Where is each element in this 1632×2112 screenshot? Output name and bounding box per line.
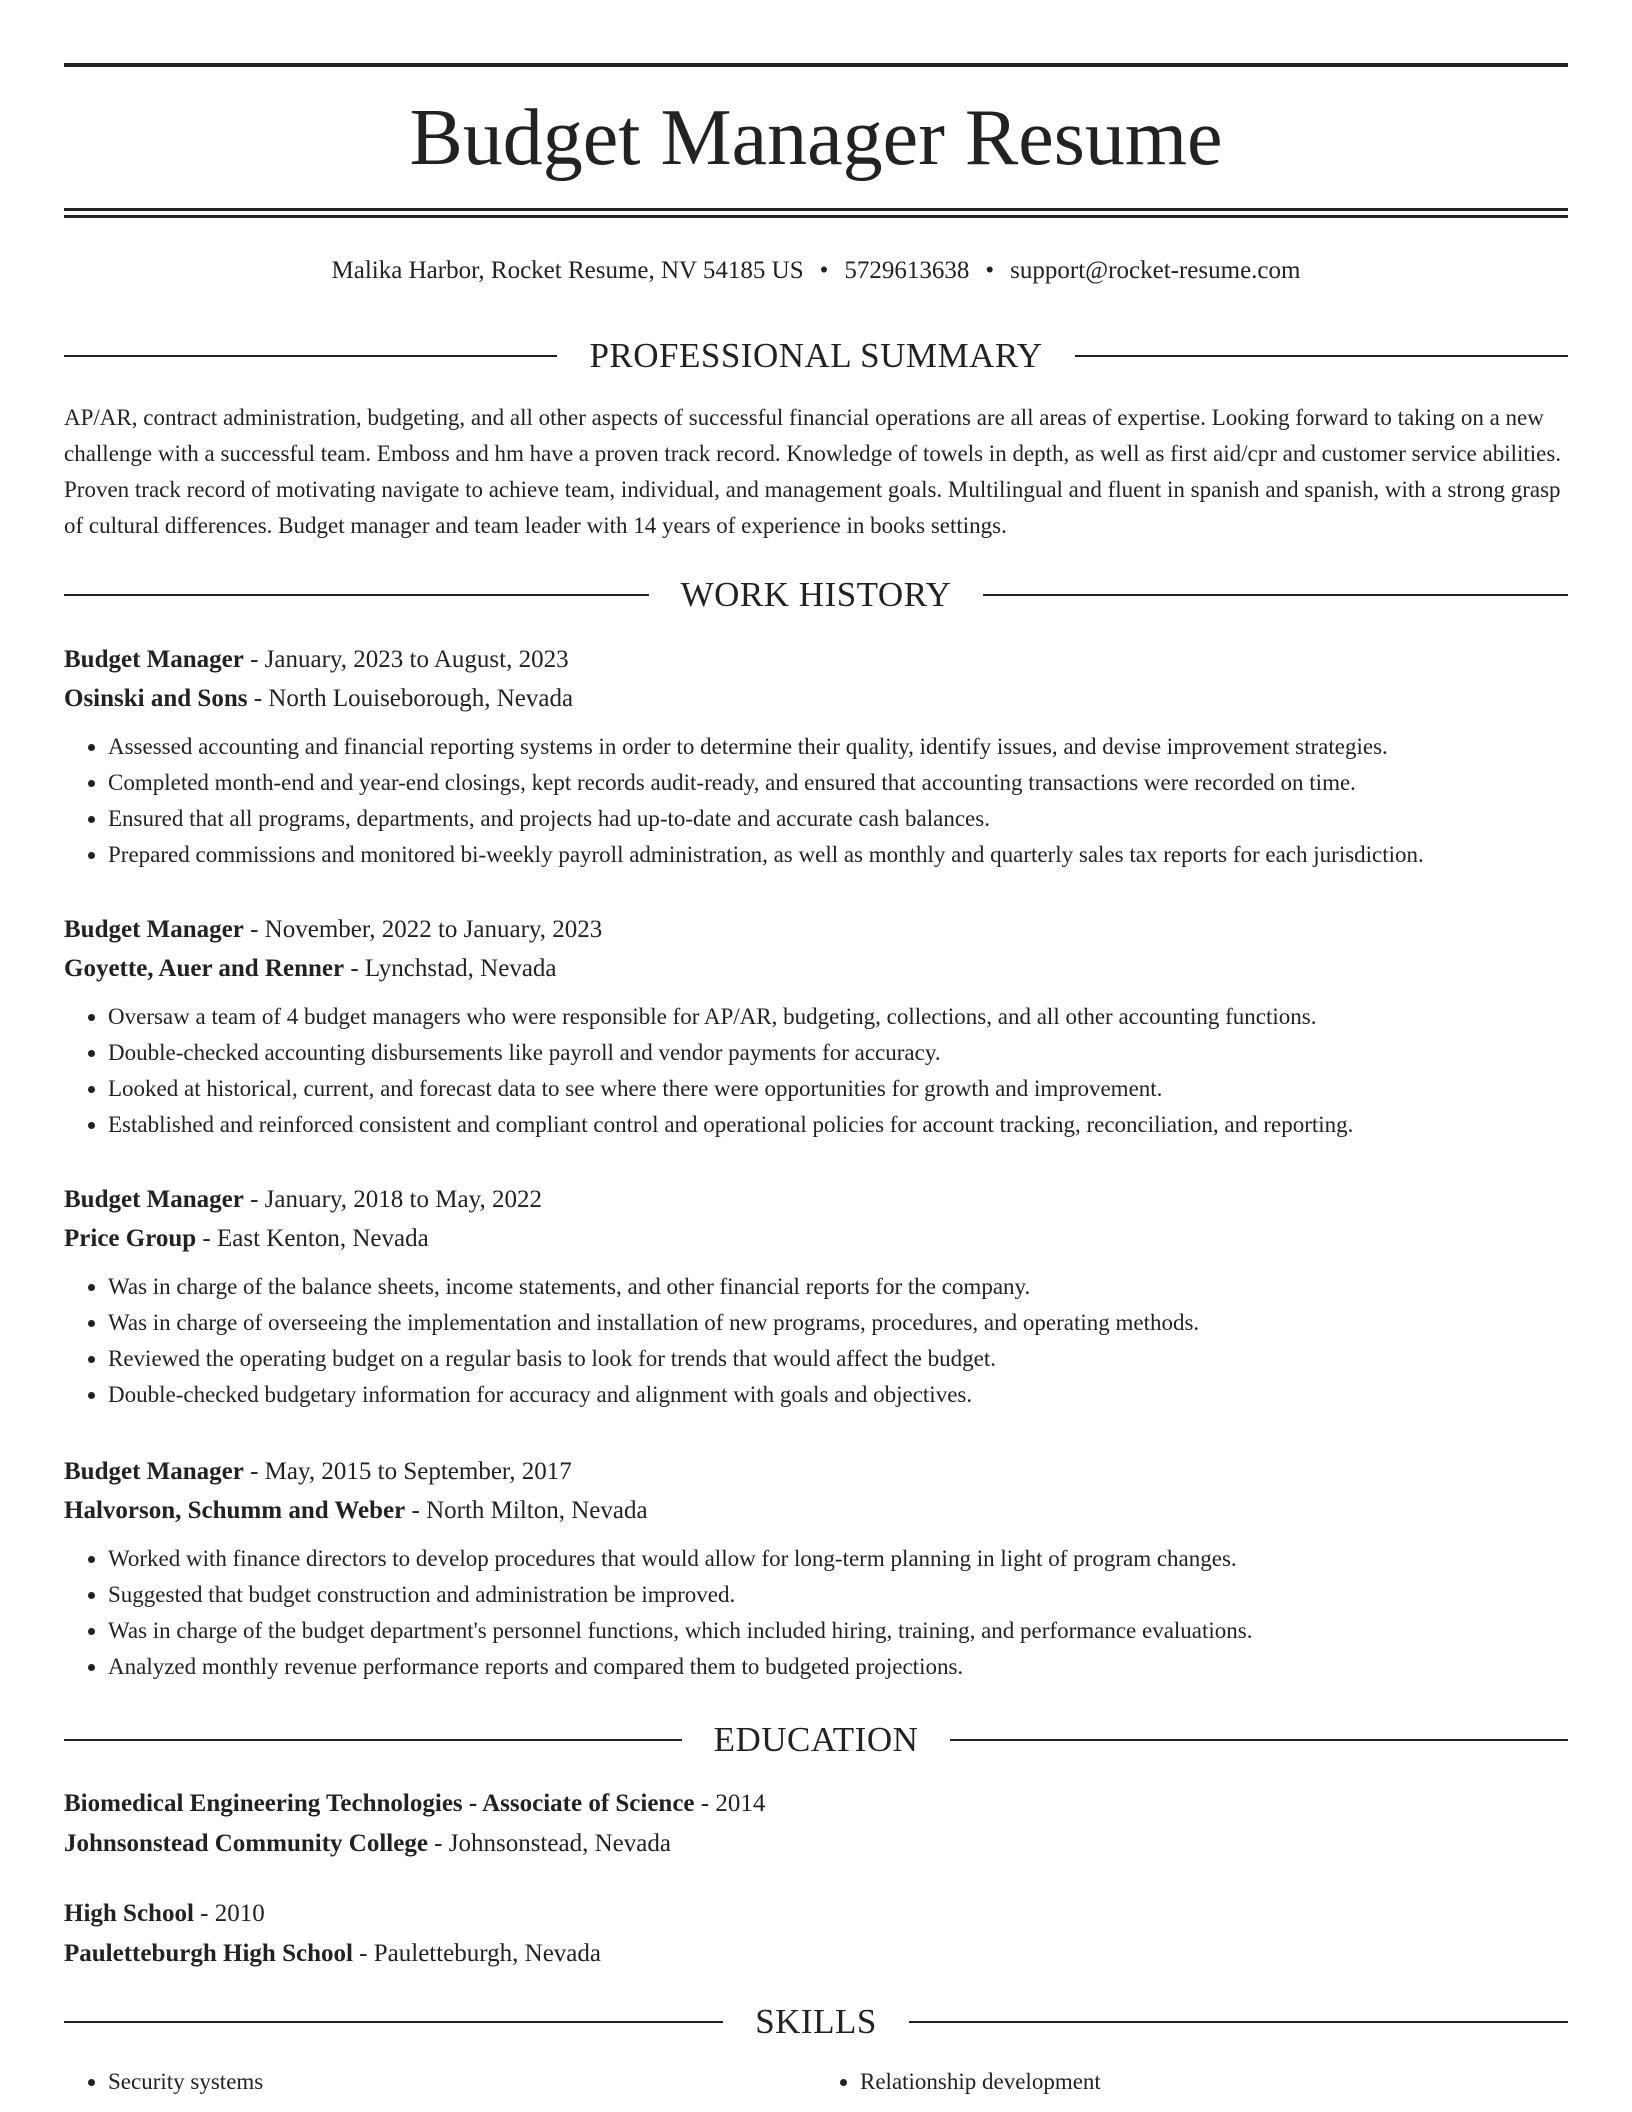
section-rule <box>1075 355 1568 357</box>
education-degree: Biomedical Engineering Technologies - Associate of Science <box>64 1790 695 1817</box>
job-bullet: • Worked with finance directors to develop procedures that would allow for long-term planning in light of program changes. <box>108 1541 1568 1577</box>
job-company-line <box>64 679 1568 718</box>
section-title: WORK HISTORY <box>680 575 952 614</box>
section-header-education <box>64 1718 1568 1762</box>
section-title: PROFESSIONAL SUMMARY <box>589 336 1043 375</box>
education-entry <box>64 1894 1568 1974</box>
job-bullet: • Assessed accounting and financial reporting systems in order to determine their quality, identify issues, and devise improvement strategies. <box>108 729 1568 765</box>
job-bullet: • Was in charge of the budget department's personnel functions, which included hiring, training, and performance evaluations. <box>108 1613 1568 1649</box>
education-school: Pauletteburgh High School <box>64 1940 353 1967</box>
job-bullet: • Double-checked accounting disbursements like payroll and vendor payments for accuracy. <box>108 1035 1568 1071</box>
job-bullet: • Looked at historical, current, and forecast data to see where there were opportunities for growth and improvement. <box>108 1071 1568 1107</box>
job-company: Price Group <box>64 1225 197 1252</box>
section-title: EDUCATION <box>713 1720 919 1759</box>
education-location: - Pauletteburgh, Nevada <box>352 1940 601 1967</box>
job-bullet: • Established and reinforced consistent and compliant control and operational policies for account tracking, reconciliation, and reporting. <box>108 1107 1568 1143</box>
skills-list <box>64 2064 1568 2100</box>
education-school: Johnsonstead Community College <box>64 1830 428 1857</box>
section-header-skills <box>64 2000 1568 2044</box>
contact-separator: • <box>819 257 829 284</box>
job-title-line <box>64 1180 1568 1219</box>
section-rule <box>64 355 557 357</box>
contact-address: Malika Harbor, Rocket Resume, NV 54185 US <box>331 257 804 284</box>
education-degree-line <box>64 1894 1568 1934</box>
job-dates: - January, 2018 to May, 2022 <box>243 1186 542 1213</box>
skill-item: • Relationship development <box>860 2064 1568 2100</box>
job-company: Osinski and Sons <box>64 685 248 712</box>
job-entry <box>64 1452 1568 1685</box>
section-rule <box>909 2021 1568 2023</box>
top-rule <box>64 63 1568 67</box>
job-bullet: • Double-checked budgetary information for accuracy and alignment with goals and objectives. <box>108 1377 1568 1413</box>
job-title: Budget Manager <box>64 646 244 673</box>
section-rule <box>950 1739 1568 1741</box>
job-title: Budget Manager <box>64 1458 244 1485</box>
job-bullet: • Suggested that budget construction and administration be improved. <box>108 1577 1568 1613</box>
job-company: Goyette, Auer and Renner <box>64 955 345 982</box>
job-bullet: • Prepared commissions and monitored bi-weekly payroll administration, as well as monthly and quarterly sales tax reports for each jurisdiction. <box>108 837 1568 873</box>
education-entry <box>64 1784 1568 1864</box>
job-title: Budget Manager <box>64 916 244 943</box>
job-location: - Lynchstad, Nevada <box>344 955 557 982</box>
education-school-line <box>64 1824 1568 1864</box>
job-dates: - November, 2022 to January, 2023 <box>243 916 603 943</box>
skills-column-left <box>64 2064 816 2100</box>
skill-item: • Security systems <box>108 2064 816 2100</box>
section-rule <box>64 594 649 596</box>
job-dates: - May, 2015 to September, 2017 <box>243 1458 572 1485</box>
job-bullets <box>64 729 1568 873</box>
job-bullets <box>64 1541 1568 1685</box>
section-rule <box>64 2021 723 2023</box>
section-title: SKILLS <box>755 2002 877 2041</box>
job-company-line <box>64 1219 1568 1258</box>
job-location: - East Kenton, Nevada <box>196 1225 429 1252</box>
job-title: Budget Manager <box>64 1186 244 1213</box>
summary-text: AP/AR, contract administration, budgeting, and all other aspects of successful financial operations are all areas of expertise. Looking forward to taking on a new challenge with a successful team. Emboss and hm have a proven track record. Knowledge of towels in depth, as well as first aid/cpr and customer service abilities. Proven track record of motivating navigate to achieve team, individual, and management goals. Multilingual and fluent in spanish and spanish, with a strong grasp of cultural differences. Budget manager and team leader with 14 years of experience in books settings. <box>64 405 1562 538</box>
section-rule <box>64 1739 682 1741</box>
skills-column-right <box>816 2064 1568 2100</box>
job-bullet: • Was in charge of the balance sheets, income statements, and other financial reports for the company. <box>108 1269 1568 1305</box>
contact-line <box>64 254 1568 288</box>
education-school-line <box>64 1934 1568 1974</box>
page-title: Budget Manager Resume <box>409 94 1223 182</box>
job-entry <box>64 640 1568 873</box>
job-title-line <box>64 910 1568 949</box>
job-company: Halvorson, Schumm and Weber <box>64 1497 406 1524</box>
job-title-line <box>64 640 1568 679</box>
job-bullets <box>64 1269 1568 1413</box>
job-dates: - January, 2023 to August, 2023 <box>243 646 569 673</box>
job-company-line <box>64 949 1568 988</box>
section-header-summary <box>64 334 1568 378</box>
job-bullet: • Oversaw a team of 4 budget managers who were responsible for AP/AR, budgeting, collections, and all other accounting functions. <box>108 999 1568 1035</box>
job-bullets <box>64 999 1568 1143</box>
job-entry <box>64 1180 1568 1413</box>
title-double-rule <box>64 208 1568 218</box>
education-year: - 2010 <box>193 1900 265 1927</box>
section-rule <box>983 594 1568 596</box>
job-title-line <box>64 1452 1568 1491</box>
job-company-line <box>64 1491 1568 1530</box>
section-header-work-history <box>64 573 1568 617</box>
job-bullet: • Was in charge of overseeing the implementation and installation of new programs, procedures, and operating methods. <box>108 1305 1568 1341</box>
job-bullet: • Completed month-end and year-end closings, kept records audit-ready, and ensured that accounting transactions were recorded on time. <box>108 765 1568 801</box>
job-entry <box>64 910 1568 1143</box>
job-bullet: • Reviewed the operating budget on a regular basis to look for trends that would affect the budget. <box>108 1341 1568 1377</box>
contact-separator: • <box>985 257 995 284</box>
contact-email: support@rocket-resume.com <box>1010 257 1301 284</box>
job-location: - North Louiseborough, Nevada <box>247 685 574 712</box>
education-degree-line <box>64 1784 1568 1824</box>
job-bullet: • Analyzed monthly revenue performance reports and compared them to budgeted projections. <box>108 1649 1568 1685</box>
education-degree: High School <box>64 1900 194 1927</box>
contact-phone: 5729613638 <box>844 257 970 284</box>
job-location: - North Milton, Nevada <box>405 1497 648 1524</box>
education-location: - Johnsonstead, Nevada <box>427 1830 671 1857</box>
education-year: - 2014 <box>694 1790 766 1817</box>
job-bullet: • Ensured that all programs, departments, and projects had up-to-date and accurate cash balances. <box>108 801 1568 837</box>
